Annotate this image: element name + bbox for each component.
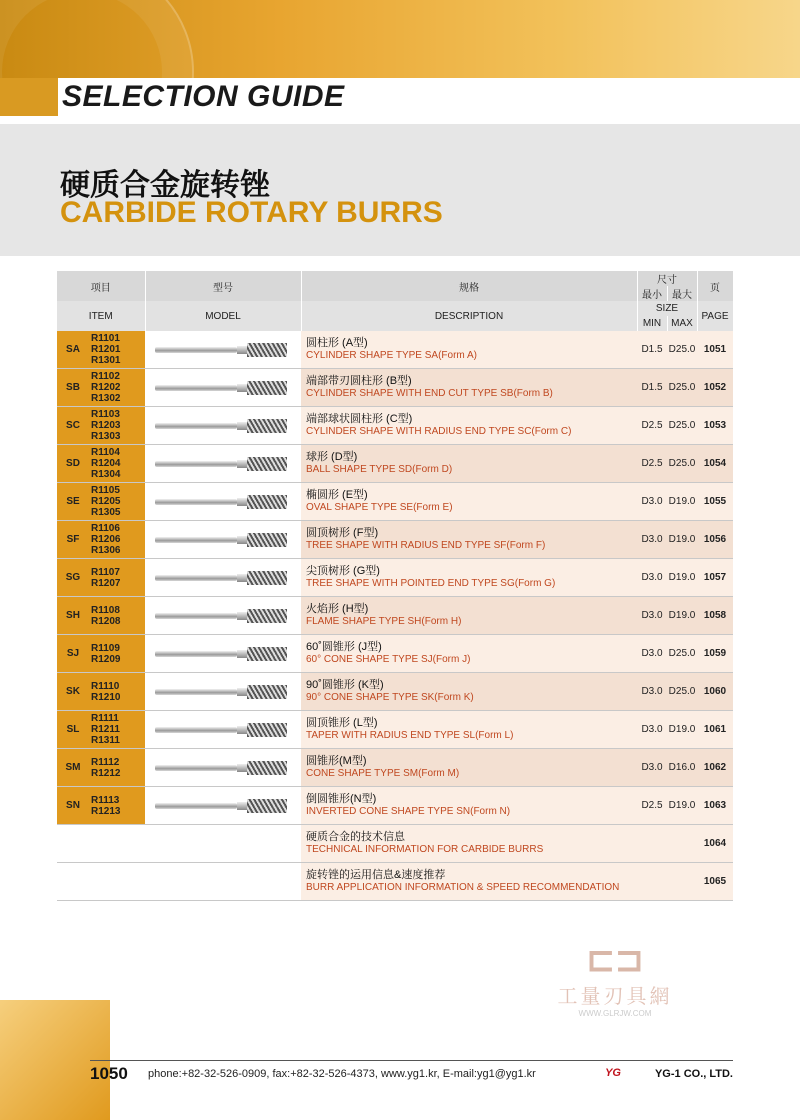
description <box>301 331 637 369</box>
burr-icon <box>155 647 295 661</box>
model-list <box>89 331 145 369</box>
model-code: R1207 <box>91 577 121 589</box>
size-max: D25.0 <box>667 635 697 673</box>
item-code: SD <box>57 445 89 483</box>
size-max: D19.0 <box>667 711 697 749</box>
item-code: SB <box>57 369 89 407</box>
header-band <box>0 0 800 78</box>
model-list <box>89 711 145 749</box>
model-code: R1101 <box>91 333 120 344</box>
table-row <box>57 673 733 711</box>
description <box>301 635 637 673</box>
size-max: D19.0 <box>667 787 697 825</box>
burr-image <box>145 749 301 787</box>
burr-icon <box>155 533 295 547</box>
model-code: R1108 <box>91 604 120 616</box>
description-cn: 尖顶树形 (G型) <box>306 565 380 577</box>
model-code: R1305 <box>91 507 121 518</box>
page-ref: 1053 <box>697 407 733 445</box>
head-model-en: MODEL <box>145 301 301 331</box>
burr-image <box>145 597 301 635</box>
model-code: R1304 <box>91 469 121 480</box>
head-size-en: SIZE <box>637 301 697 316</box>
table-row <box>57 711 733 749</box>
description <box>301 673 637 711</box>
model-code: R1211 <box>91 724 120 735</box>
description-en: 90° CONE SHAPE TYPE SK(Form K) <box>306 692 474 703</box>
description-cn: 火焰形 (H型) <box>306 603 369 615</box>
model-code: R1303 <box>91 431 121 442</box>
description <box>301 521 637 559</box>
page-ref: 1063 <box>697 787 733 825</box>
burr-icon <box>155 723 295 737</box>
size-max: D25.0 <box>667 673 697 711</box>
description-cn: 旋转锉的运用信息&速度推荐 <box>306 869 446 881</box>
model-code: R1209 <box>91 653 121 665</box>
model-code: R1311 <box>91 735 120 746</box>
page-title: SELECTION GUIDE <box>62 80 345 113</box>
description-en: TREE SHAPE WITH RADIUS END TYPE SF(Form F) <box>306 540 546 551</box>
table-row <box>57 369 733 407</box>
size-max: D19.0 <box>667 597 697 635</box>
description <box>301 863 697 901</box>
description-en: CYLINDER SHAPE WITH END CUT TYPE SB(Form B) <box>306 388 553 399</box>
title-bar-accent <box>0 78 58 116</box>
head-max-en: MAX <box>667 316 697 331</box>
description <box>301 559 637 597</box>
model-code: R1204 <box>91 458 121 469</box>
selection-table <box>57 271 734 901</box>
model-list <box>89 635 145 673</box>
model-code: R1208 <box>91 615 121 627</box>
heading-cn: 硬质合金旋转锉 <box>60 169 270 202</box>
description <box>301 445 637 483</box>
burr-icon <box>155 571 295 585</box>
description <box>301 711 637 749</box>
description-cn: 倒圆锥形(N型) <box>306 793 377 805</box>
model-list <box>89 407 145 445</box>
head-min-cn: 最小 <box>637 286 667 301</box>
description-en: CONE SHAPE TYPE SM(Form M) <box>306 768 460 779</box>
burr-image <box>145 483 301 521</box>
page-ref: 1056 <box>697 521 733 559</box>
description-cn: 圆顶树形 (F型) <box>306 527 379 539</box>
page-ref: 1060 <box>697 673 733 711</box>
burr-icon <box>155 343 295 357</box>
model-code: R1106 <box>91 523 120 534</box>
burr-icon <box>155 381 295 395</box>
model-code: R1103 <box>91 409 120 420</box>
table-row <box>57 559 733 597</box>
description-cn: 60˚圆锥形 (J型) <box>306 641 382 653</box>
model-code: R1306 <box>91 545 121 556</box>
description-en: BURR APPLICATION INFORMATION & SPEED RECOMMENDATION <box>306 882 620 893</box>
description-en: TREE SHAPE WITH POINTED END TYPE SG(Form G) <box>306 578 556 589</box>
model-code: R1203 <box>91 420 121 431</box>
model-list <box>89 673 145 711</box>
size-max: D25.0 <box>667 445 697 483</box>
burr-image <box>145 673 301 711</box>
size-min: D2.5 <box>637 407 667 445</box>
model-list <box>89 787 145 825</box>
table-row <box>57 635 733 673</box>
head-size-cn: 尺寸 <box>637 271 697 286</box>
table-row <box>57 445 733 483</box>
description-en: OVAL SHAPE TYPE SE(Form E) <box>306 502 453 513</box>
description-en: INVERTED CONE SHAPE TYPE SN(Form N) <box>306 806 511 817</box>
model-code: R1107 <box>91 566 120 578</box>
page-ref: 1062 <box>697 749 733 787</box>
size-min: D2.5 <box>637 787 667 825</box>
burr-icon <box>155 799 295 813</box>
description-cn: 硬质合金的技术信息 <box>306 831 405 843</box>
table-row <box>57 597 733 635</box>
burr-image <box>145 711 301 749</box>
item-code: SJ <box>57 635 89 673</box>
burr-icon <box>155 685 295 699</box>
size-min: D3.0 <box>637 559 667 597</box>
page-ref: 1058 <box>697 597 733 635</box>
head-model-cn: 型号 <box>145 271 301 301</box>
model-code: R1111 <box>91 713 119 724</box>
model-list <box>89 597 145 635</box>
blank-cell <box>57 825 301 863</box>
head-item-en: ITEM <box>57 301 145 331</box>
burr-image <box>145 407 301 445</box>
burr-icon <box>155 495 295 509</box>
model-code: R1205 <box>91 496 121 507</box>
page-ref: 1065 <box>697 863 733 901</box>
description-cn: 椭圆形 (E型) <box>306 489 368 501</box>
page-ref: 1059 <box>697 635 733 673</box>
model-code: R1210 <box>91 691 121 703</box>
size-min: D3.0 <box>637 749 667 787</box>
item-code: SF <box>57 521 89 559</box>
head-min-en: MIN <box>637 316 667 331</box>
watermark-text: 工量刃具網 <box>557 986 673 1008</box>
size-min: D3.0 <box>637 597 667 635</box>
model-code: R1109 <box>91 642 120 654</box>
size-max: D19.0 <box>667 521 697 559</box>
description <box>301 369 637 407</box>
description-cn: 球形 (D型) <box>306 451 358 463</box>
burr-icon <box>155 761 295 775</box>
model-code: R1301 <box>91 355 121 366</box>
watermark-logo-icon: ⊏⊐ <box>586 941 644 979</box>
description-en: FLAME SHAPE TYPE SH(Form H) <box>306 616 462 627</box>
table-row <box>57 407 733 445</box>
description-cn: 90˚圆锥形 (K型) <box>306 679 384 691</box>
table-row <box>57 787 733 825</box>
size-min: D3.0 <box>637 521 667 559</box>
contact-info: phone:+82-32-526-0909, fax:+82-32-526-4373, www.yg1.kr, E-mail:yg1@yg1.kr <box>148 1068 536 1080</box>
page-ref: 1064 <box>697 825 733 863</box>
model-list <box>89 445 145 483</box>
item-code: SL <box>57 711 89 749</box>
info-row <box>57 825 733 863</box>
size-min: D3.0 <box>637 673 667 711</box>
table-row <box>57 749 733 787</box>
burr-image <box>145 369 301 407</box>
page-ref: 1054 <box>697 445 733 483</box>
description-cn: 端部球状圆柱形 (C型) <box>306 413 413 425</box>
item-code: SE <box>57 483 89 521</box>
item-code: SG <box>57 559 89 597</box>
model-code: R1102 <box>91 371 120 382</box>
model-list <box>89 559 145 597</box>
yg-logo-icon: YG <box>605 1067 621 1079</box>
size-min: D3.0 <box>637 711 667 749</box>
header-row-cn <box>57 271 733 286</box>
model-code: R1213 <box>91 805 121 817</box>
head-max-cn: 最大 <box>667 286 697 301</box>
model-list <box>89 483 145 521</box>
table-row <box>57 331 733 369</box>
model-code: R1206 <box>91 534 121 545</box>
description-en: TAPER WITH RADIUS END TYPE SL(Form L) <box>306 730 514 741</box>
page-ref: 1057 <box>697 559 733 597</box>
model-list <box>89 521 145 559</box>
description <box>301 483 637 521</box>
model-code: R1113 <box>91 794 120 806</box>
info-row <box>57 863 733 901</box>
size-max: D25.0 <box>667 331 697 369</box>
description-en: CYLINDER SHAPE WITH RADIUS END TYPE SC(Form C) <box>306 426 572 437</box>
head-desc-en: DESCRIPTION <box>301 301 637 331</box>
size-min: D1.5 <box>637 331 667 369</box>
description-en: CYLINDER SHAPE TYPE SA(Form A) <box>306 350 477 361</box>
burr-icon <box>155 457 295 471</box>
description-en: 60° CONE SHAPE TYPE SJ(Form J) <box>306 654 471 665</box>
burr-image <box>145 787 301 825</box>
burr-image <box>145 559 301 597</box>
size-max: D25.0 <box>667 407 697 445</box>
size-min: D2.5 <box>637 445 667 483</box>
item-code: SH <box>57 597 89 635</box>
footer-divider <box>90 1060 733 1061</box>
burr-image <box>145 331 301 369</box>
model-code: R1110 <box>91 680 120 692</box>
size-min: D1.5 <box>637 369 667 407</box>
burr-icon <box>155 609 295 623</box>
item-code: SK <box>57 673 89 711</box>
item-code: SN <box>57 787 89 825</box>
item-code: SA <box>57 331 89 369</box>
model-code: R1202 <box>91 382 121 393</box>
description-cn: 圆柱形 (A型) <box>306 337 368 349</box>
head-item-cn: 项目 <box>57 271 145 301</box>
table-row <box>57 483 733 521</box>
item-code: SC <box>57 407 89 445</box>
model-code: R1302 <box>91 393 121 404</box>
burr-image <box>145 445 301 483</box>
heading-en: CARBIDE ROTARY BURRS <box>60 196 443 229</box>
burr-image <box>145 521 301 559</box>
header-row-en <box>57 301 733 316</box>
description <box>301 825 697 863</box>
size-min: D3.0 <box>637 635 667 673</box>
table-row <box>57 521 733 559</box>
page-ref: 1052 <box>697 369 733 407</box>
page-ref: 1061 <box>697 711 733 749</box>
description <box>301 787 637 825</box>
model-code: R1104 <box>91 447 120 458</box>
description-en: BALL SHAPE TYPE SD(Form D) <box>306 464 453 475</box>
watermark-url: WWW.GLRJW.COM <box>578 1009 652 1018</box>
description <box>301 597 637 635</box>
description-cn: 圆顶锥形 (L型) <box>306 717 378 729</box>
model-code: R1105 <box>91 485 120 496</box>
description <box>301 407 637 445</box>
model-list <box>89 749 145 787</box>
model-list <box>89 369 145 407</box>
size-max: D19.0 <box>667 483 697 521</box>
item-code: SM <box>57 749 89 787</box>
size-min: D3.0 <box>637 483 667 521</box>
burr-image <box>145 635 301 673</box>
description <box>301 749 637 787</box>
watermark <box>545 940 685 1018</box>
blank-cell <box>57 863 301 901</box>
model-code: R1112 <box>91 756 120 768</box>
description-en: TECHNICAL INFORMATION FOR CARBIDE BURRS <box>306 844 544 855</box>
page-number: 1050 <box>90 1064 128 1083</box>
head-page-en: PAGE <box>697 301 733 331</box>
size-max: D25.0 <box>667 369 697 407</box>
description-cn: 端部带刃圆柱形 (B型) <box>306 375 412 387</box>
size-max: D19.0 <box>667 559 697 597</box>
size-max: D16.0 <box>667 749 697 787</box>
head-page-cn: 页 <box>697 271 733 301</box>
page-ref: 1051 <box>697 331 733 369</box>
description-cn: 圆锥形(M型) <box>306 755 367 767</box>
company-name: YG-1 CO., LTD. <box>654 1068 733 1080</box>
burr-icon <box>155 419 295 433</box>
footer <box>90 1064 733 1088</box>
head-desc-cn: 规格 <box>301 271 637 301</box>
model-code: R1212 <box>91 767 121 779</box>
page-ref: 1055 <box>697 483 733 521</box>
model-code: R1201 <box>91 344 121 355</box>
